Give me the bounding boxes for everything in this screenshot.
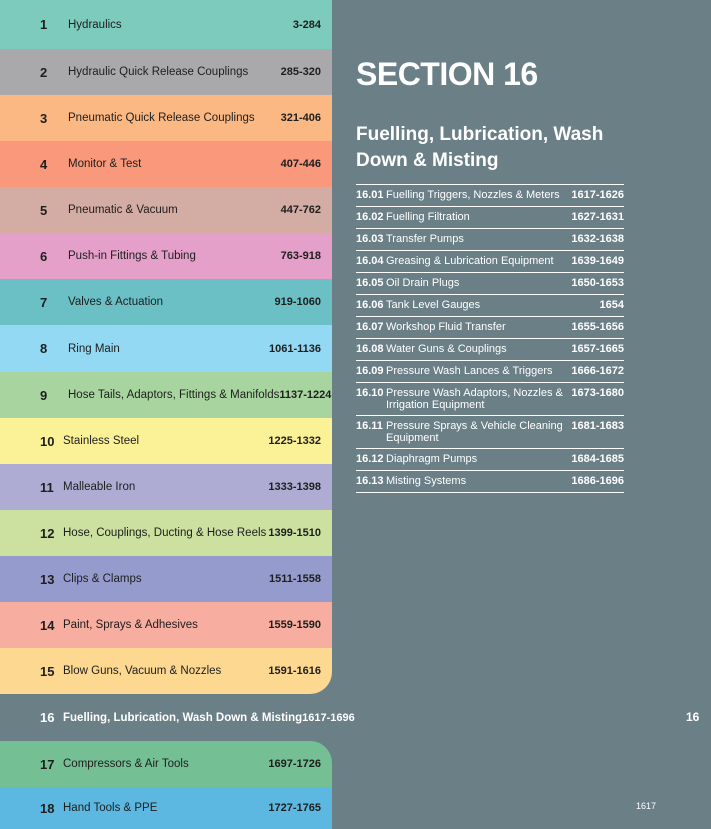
section-tab-number: 18 [40,800,55,816]
section-tab-number: 7 [40,294,48,310]
section-tab-title: Hose, Couplings, Ducting & Hose Reels [63,527,267,539]
section-tab-pages: 1559-1590 [268,619,321,631]
section-tab-pages: 919-1060 [274,296,321,308]
section-tab-13[interactable] [0,556,332,602]
toc-page-range: 1650-1653 [571,277,624,289]
section-tab-number: 12 [40,525,55,541]
section-tab-title: Paint, Sprays & Adhesives [63,619,198,631]
toc-code: 16.06 [356,299,384,311]
toc-row[interactable] [356,317,624,339]
section-tab-pages: 1697-1726 [268,758,321,770]
toc-page-range: 1655-1656 [571,321,624,333]
section-tab-number: 15 [40,663,55,679]
section-tab-11[interactable] [0,464,332,510]
section-tab-3[interactable] [0,95,332,141]
toc-label: Workshop Fluid Transfer [386,321,506,333]
toc-row[interactable] [356,207,624,229]
section-contents [356,184,624,493]
toc-label: Greasing & Lubrication Equipment [386,255,554,267]
section-tab-12[interactable] [0,510,332,556]
section-tab-title: Stainless Steel [63,435,140,447]
toc-label: Oil Drain Plugs [386,277,460,289]
toc-page-range: 1681-1683 [571,420,624,432]
section-tab-2[interactable] [0,49,332,95]
section-tab-pages: 1137-1224 [279,389,332,401]
section-tab-title: Hand Tools & PPE [63,802,158,814]
section-tab-title: Hose Tails, Adaptors, Fittings & Manifolds [68,389,280,401]
toc-page-range: 1686-1696 [571,475,624,487]
section-tab-17[interactable] [0,741,332,787]
section-tab-14[interactable] [0,602,332,648]
section-tab-number: 9 [40,387,48,403]
section-tab-pages: 1225-1332 [268,435,321,447]
section-tab-number: 6 [40,248,48,264]
toc-label: Misting Systems [386,475,467,487]
toc-code: 16.13 [356,475,384,487]
toc-code: 16.10 [356,387,384,399]
toc-row[interactable] [356,416,624,449]
section-tab-pages: 763-918 [280,250,321,262]
section-tab-number: 17 [40,756,55,772]
toc-row[interactable] [356,229,624,251]
section-tab-pages: 3-284 [292,18,321,31]
toc-page-range: 1654 [599,299,624,311]
section-tab-number: 11 [40,479,54,495]
toc-page-range: 1673-1680 [571,387,624,399]
toc-code: 16.05 [356,277,384,289]
toc-code: 16.01 [356,189,384,201]
section-tab-number: 13 [40,571,55,587]
section-heading: SECTION 16 [356,56,538,92]
toc-page-range: 1627-1631 [571,211,624,223]
section-tab-9[interactable] [0,372,332,418]
section-tab-pages: 1399-1510 [268,527,321,539]
toc-label: Fuelling Triggers, Nozzles & Meters [386,189,560,201]
toc-label: Pressure Sprays & Vehicle Cleaning Equipment [386,420,563,444]
section-tab-title: Malleable Iron [63,481,136,493]
toc-label: Tank Level Gauges [386,299,481,311]
toc-code: 16.07 [356,321,384,333]
toc-row[interactable] [356,339,624,361]
section-tab-number: 14 [40,617,55,633]
toc-code: 16.09 [356,365,384,377]
toc-page-range: 1666-1672 [571,365,624,377]
toc-row[interactable] [356,273,624,295]
section-tab-title: Fuelling, Lubrication, Wash Down & Misting [63,711,303,724]
toc-code: 16.12 [356,453,384,465]
section-tab-6[interactable] [0,233,332,279]
toc-label: Diaphragm Pumps [386,453,478,465]
toc-code: 16.02 [356,211,384,223]
toc-page-range: 1632-1638 [571,233,624,245]
toc-code: 16.08 [356,343,384,355]
toc-row[interactable] [356,383,624,416]
toc-row[interactable] [356,185,624,207]
toc-row[interactable] [356,471,624,493]
toc-page-range: 1639-1649 [571,255,624,267]
section-tab-pages: 1061-1136 [269,342,321,355]
section-tab-1[interactable] [0,0,332,49]
section-tab-pages: 1617-1696 [302,711,355,724]
toc-label: Transfer Pumps [386,233,464,245]
section-tab-title: Blow Guns, Vacuum & Nozzles [63,665,222,677]
section-tab-7[interactable] [0,279,332,325]
section-tab-title: Ring Main [68,342,120,355]
section-tab-pages: 1591-1616 [268,665,321,677]
page-number: 1617 [636,801,657,811]
toc-label: Pressure Wash Lances & Triggers [386,365,553,377]
section-tab-title: Valves & Actuation [68,296,164,308]
toc-row[interactable] [356,251,624,273]
section-tab-number: 8 [40,341,48,356]
section-tab-pages: 285-320 [280,66,321,78]
section-tab-number: 10 [40,433,55,449]
toc-row[interactable] [356,295,624,317]
section-tab-title: Monitor & Test [68,158,142,170]
toc-code: 16.11 [356,420,383,432]
toc-label: Water Guns & Couplings [386,343,507,355]
section-tab-title: Pneumatic Quick Release Couplings [68,112,255,124]
section-tab-4[interactable] [0,141,332,187]
section-tab-title: Hydraulic Quick Release Couplings [68,66,249,78]
toc-page-range: 1684-1685 [571,453,624,465]
section-tab-10[interactable] [0,418,332,464]
section-tab-5[interactable] [0,187,332,233]
section-tab-16[interactable] [0,694,355,741]
section-tab-pages: 321-406 [280,112,321,124]
section-tab-title: Compressors & Air Tools [63,758,189,770]
section-tab-pages: 447-762 [280,204,321,216]
toc-code: 16.03 [356,233,384,245]
section-tab-title: Push-in Fittings & Tubing [68,250,196,262]
toc-code: 16.04 [356,255,384,267]
toc-row[interactable] [356,361,624,383]
section-tab-number: 4 [40,156,48,172]
section-tab-pages: 407-446 [280,158,321,170]
section-tab-number: 5 [40,202,48,218]
section-tab-15[interactable] [0,648,332,694]
section-tab-title: Pneumatic & Vacuum [68,204,178,216]
section-tab-title: Hydraulics [68,18,122,31]
section-tab-pages: 1727-1765 [268,802,321,814]
toc-page-range: 1617-1626 [571,189,624,201]
section-tab-8[interactable] [0,325,332,372]
section-tab-pages: 1511-1558 [269,573,321,585]
section-tab-number: 16 [40,710,55,725]
section-tab-pages: 1333-1398 [268,481,321,493]
section-tab-number: 1 [40,17,48,32]
toc-label: Fuelling Filtration [386,211,470,223]
section-tab-title: Clips & Clamps [63,573,142,585]
section-tab-number: 2 [40,64,48,80]
toc-page-range: 1657-1665 [571,343,624,355]
section-tab-18[interactable] [0,787,332,829]
toc-label: Pressure Wash Adaptors, Nozzles & Irrigation Equipment [386,387,563,411]
toc-row[interactable] [356,449,624,471]
section-tab-number: 3 [40,110,48,126]
side-section-number: 16 [686,710,700,724]
section-subtitle: Fuelling, Lubrication, Wash Down & Misting [356,124,604,171]
section-tabs [0,0,355,829]
